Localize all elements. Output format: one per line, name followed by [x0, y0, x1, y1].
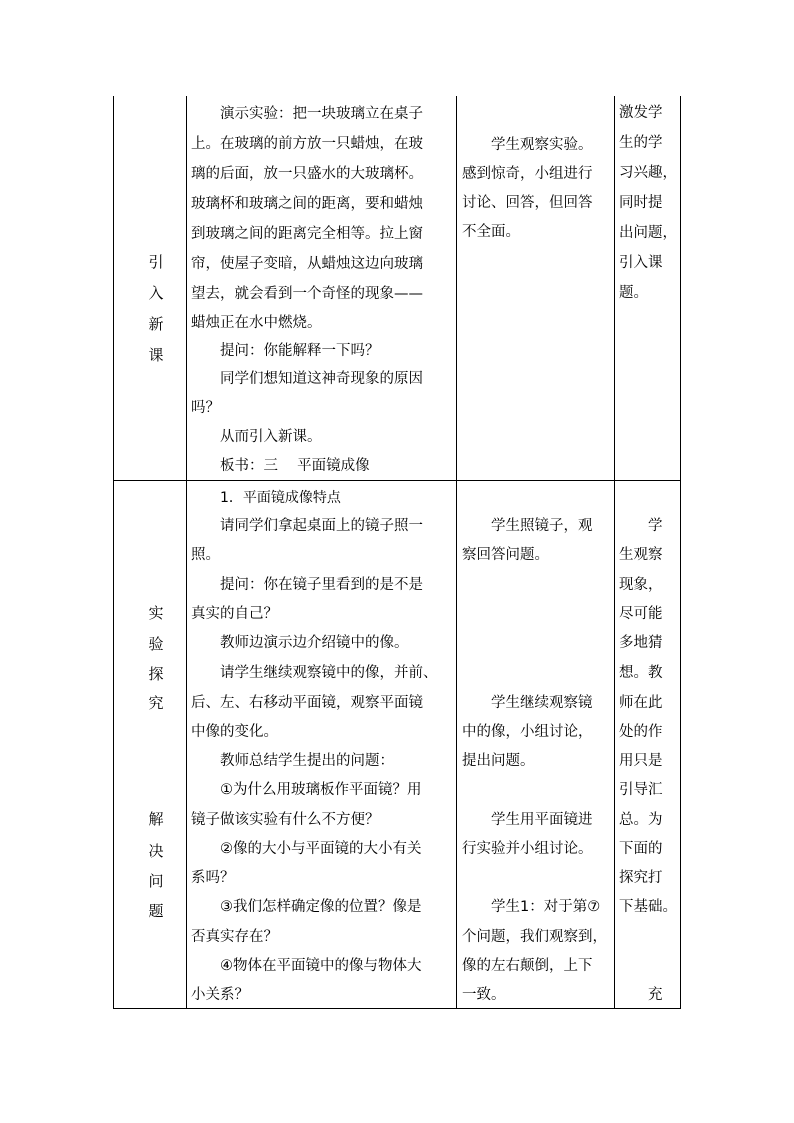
text-line: ④物体在平面镜中的像与物体大	[220, 958, 422, 974]
text-line: 学生继续观察镜	[491, 695, 593, 711]
text-line: 后、左、右移动平面镜，观察平面镜	[191, 695, 423, 711]
text-line: 教师总结学生提出的问题：	[220, 753, 394, 769]
text-line: 否真实存在？	[191, 929, 278, 945]
text-line: 请学生继续观察镜中的像，并前、	[220, 665, 438, 681]
text-line: 不全面。	[462, 224, 520, 240]
text-line: 从而引入新课。	[220, 429, 322, 445]
text-line: 题。	[619, 285, 648, 301]
stage-char: 探	[148, 665, 164, 683]
stage-char: 决	[148, 842, 164, 860]
stage-char: 验	[148, 635, 164, 653]
stage-char: 解	[148, 810, 164, 828]
text-line: 教师边演示边介绍镜中的像。	[220, 635, 409, 651]
stage-char: 入	[148, 284, 164, 302]
text-line: 照。	[191, 547, 220, 563]
text-line: 学生照镜子，观	[491, 518, 593, 534]
text-line: ③我们怎样确定像的位置？像是	[220, 899, 422, 915]
text-line: 提问：你能解释一下吗？	[220, 343, 380, 359]
text-line: 处的作	[619, 724, 663, 740]
stage-char: 实	[148, 604, 164, 622]
text-line: 下基础。	[619, 899, 677, 915]
text-line: 引导汇	[619, 782, 663, 798]
table-border-left	[113, 96, 114, 1009]
stage-char: 问	[148, 872, 164, 890]
text-line: 讨论、回答，但回答	[462, 195, 593, 211]
text-line: 学生观察实验。	[491, 137, 593, 153]
text-line: ①为什么用玻璃板作平面镜？用	[220, 782, 422, 798]
text-line: 习兴趣，	[619, 165, 677, 181]
text-line: 蜡烛正在水中燃烧。	[191, 315, 322, 331]
text-line: 提出问题。	[462, 753, 535, 769]
text-line: 帘，使屋子变暗，从蜡烛这边向玻璃	[191, 256, 423, 272]
text-line: ②像的大小与平面镜的大小有关	[220, 841, 422, 857]
stage-char: 题	[148, 902, 164, 920]
stage-char: 课	[148, 346, 164, 364]
table-border-right	[680, 96, 681, 1009]
text-line: 现象，	[619, 577, 663, 593]
text-line: 一致。	[462, 987, 506, 1003]
text-line: 系吗？	[191, 870, 235, 886]
text-line: 探究打	[619, 870, 663, 886]
text-line: 中的像，小组讨论，	[462, 724, 593, 740]
text-line: 上。在玻璃的前方放一只蜡烛，在玻	[191, 136, 423, 152]
text-line: 引入课	[619, 255, 663, 271]
text-line: 行实验并小组讨论。	[462, 841, 593, 857]
stage-char: 引	[148, 253, 164, 271]
text-line: 璃的后面，放一只盛水的大玻璃杯。	[191, 166, 423, 182]
text-line: 请同学们拿起桌面上的镜子照一	[220, 518, 423, 534]
table-border-bottom	[113, 1008, 681, 1009]
text-line: 小关系？	[191, 987, 249, 1003]
text-line: 同时提	[619, 195, 663, 211]
text-line: 学生1：对于第⑦	[491, 899, 601, 915]
stage-char: 究	[148, 694, 164, 712]
text-line: 学生用平面镜进	[491, 812, 593, 828]
text-line: 板书：三 平面镜成像	[220, 458, 370, 474]
text-line: 真实的自己？	[191, 606, 278, 622]
table-divider-student	[614, 96, 615, 1009]
text-line: 到玻璃之间的距离完全相等。拉上窗	[191, 226, 423, 242]
text-line: 下面的	[619, 841, 663, 857]
text-line: 演示实验：把一块玻璃立在桌子	[220, 106, 423, 122]
text-line: 生的学	[619, 135, 663, 151]
text-line: 玻璃杯和玻璃之间的距离，要和蜡烛	[191, 196, 423, 212]
text-line: 吗？	[191, 400, 220, 416]
text-line: 望去，就会看到一个奇怪的现象——	[191, 286, 423, 302]
text-line: 学	[648, 518, 663, 534]
table-divider-teacher	[456, 96, 457, 1009]
text-line: 个问题，我们观察到，	[462, 929, 607, 945]
text-line: 感到惊奇，小组进行	[462, 166, 593, 182]
text-line: 师在此	[619, 695, 663, 711]
text-line: 镜子做该实验有什么不方便？	[191, 812, 380, 828]
text-line: 总。为	[619, 812, 663, 828]
text-line: 尽可能	[619, 606, 663, 622]
text-line: 用只是	[619, 753, 663, 769]
table-divider-stage	[186, 96, 187, 1009]
text-line: 生观察	[619, 547, 663, 563]
text-line: 察回答问题。	[462, 547, 549, 563]
text-line: 想。教	[619, 665, 663, 681]
text-line: 出问题，	[619, 225, 677, 241]
text-line: 多地猜	[619, 635, 663, 651]
text-line: 像的左右颠倒，上下	[462, 958, 593, 974]
section-heading: 1．平面镜成像特点	[220, 490, 341, 506]
text-line: 提问：你在镜子里看到的是不是	[220, 577, 423, 593]
stage-char: 新	[148, 315, 164, 333]
text-line: 中像的变化。	[191, 724, 278, 740]
text-line: 同学们想知道这神奇现象的原因	[220, 371, 423, 387]
text-line: 充	[648, 987, 663, 1003]
table-row-divider	[113, 480, 681, 481]
text-line: 激发学	[619, 105, 663, 121]
